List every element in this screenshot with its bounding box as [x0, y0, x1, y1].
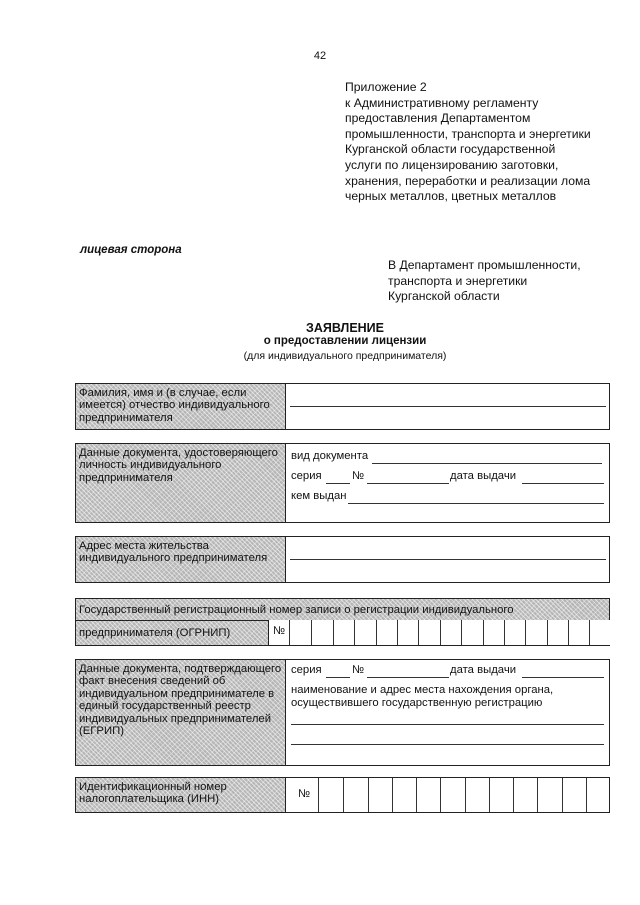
digit-cell[interactable] [489, 778, 513, 812]
digit-cell[interactable] [319, 778, 343, 812]
digit-cell[interactable] [562, 778, 586, 812]
inn-number-sign: № [298, 788, 311, 800]
number-field[interactable] [367, 483, 449, 484]
ogrnip-digit-cells[interactable] [289, 620, 611, 645]
appendix-line: к Административному регламенту [345, 95, 539, 110]
address-section [75, 536, 610, 583]
digit-cell[interactable] [333, 620, 354, 645]
ogrnip-label-bottom: предпринимателя (ОГРНИП) [79, 627, 231, 639]
digit-cell[interactable] [440, 620, 461, 645]
egrip-issue-date-label: дата выдачи [450, 664, 517, 676]
digit-cell[interactable] [354, 620, 375, 645]
digit-cell[interactable] [343, 778, 367, 812]
digit-cell[interactable] [465, 778, 489, 812]
digit-cell[interactable] [537, 778, 561, 812]
address-label: Адрес места жительства индивидуального предпринимателя [76, 537, 286, 582]
digit-cell[interactable] [397, 620, 418, 645]
digit-cell[interactable] [392, 778, 416, 812]
fio-label: Фамилия, имя и (в случае, если имеется) отчество индивидуального предпринимателя [76, 384, 286, 429]
appendix-line: услуги по лицензированию заготовки, [345, 157, 559, 172]
appendix-line: хранения, переработки и реализации лома [345, 173, 591, 188]
egrip-authority-label: наименование и адрес места нахождения органа, осуществившего государственную регистрацию [291, 684, 554, 709]
addressee-line: Курганской области [388, 289, 500, 304]
addressee-line: В Департамент промышленности, [388, 258, 581, 272]
page-number: 42 [313, 50, 327, 62]
inn-label: Идентификационный номер налогоплательщика (ИНН) [76, 778, 286, 812]
appendix-line: Курганской области государственной [345, 142, 556, 157]
id-doc-section [75, 443, 610, 523]
egrip-section [75, 659, 610, 766]
egrip-series-label: серия [291, 664, 322, 676]
digit-cell[interactable] [504, 620, 525, 645]
issue-date-field[interactable] [522, 483, 604, 484]
egrip-authority-field-1[interactable] [291, 724, 604, 725]
document-title: ЗАЯВЛЕНИЕ [305, 321, 384, 335]
digit-cell[interactable] [586, 778, 610, 812]
ogrnip-number-sign: № [273, 625, 286, 637]
issue-date-label: дата выдачи [450, 470, 517, 482]
document-note: (для индивидуального предпринимателя) [243, 350, 447, 362]
digit-cell[interactable] [376, 620, 397, 645]
egrip-number-label: № [352, 664, 365, 676]
digit-cell[interactable] [461, 620, 482, 645]
digit-cell[interactable] [311, 620, 332, 645]
egrip-label: Данные документа, подтверждающего факт внесения сведений об индивидуальном предпринимателе в единый государственный реестр индивидуальных предпринимателей (ЕГРИП) [76, 660, 286, 765]
fio-input-line-1[interactable] [290, 406, 606, 407]
appendix-line: предоставления Департаментом [345, 111, 531, 126]
series-field[interactable] [326, 483, 350, 484]
digit-cell[interactable] [513, 778, 537, 812]
digit-cell[interactable] [589, 620, 610, 645]
digit-cell[interactable] [416, 778, 440, 812]
issued-by-label: кем выдан [291, 490, 347, 502]
number-label: № [352, 470, 365, 482]
egrip-series-field[interactable] [326, 677, 350, 678]
addressee-line: транспорта и энергетики [388, 273, 528, 288]
digit-cell[interactable] [418, 620, 439, 645]
digit-cell[interactable] [547, 620, 568, 645]
series-label: серия [291, 470, 322, 482]
appendix-line: промышленности, транспорта и энергетики [345, 126, 591, 141]
digit-cell[interactable] [368, 778, 392, 812]
egrip-number-field[interactable] [367, 677, 449, 678]
doc-type-label: вид документа [291, 450, 369, 462]
appendix-block [345, 80, 625, 205]
address-input-line-1[interactable] [290, 559, 606, 560]
document-subtitle: о предоставлении лицензии [263, 335, 427, 347]
issued-by-field[interactable] [348, 503, 604, 504]
digit-cell[interactable] [290, 620, 311, 645]
digit-cell[interactable] [568, 620, 589, 645]
ogrnip-number-box [268, 620, 610, 645]
appendix-title: Приложение 2 [345, 80, 427, 94]
inn-section [75, 777, 610, 813]
inn-digit-cells[interactable] [318, 778, 610, 812]
addressee-block [388, 258, 628, 305]
ogrnip-label-top: Государственный регистрационный номер записи о регистрации индивидуального [79, 604, 514, 616]
digit-cell[interactable] [440, 778, 464, 812]
ogrnip-section [75, 598, 610, 646]
front-side-label: лицевая сторона [80, 244, 182, 256]
doc-type-field[interactable] [372, 463, 602, 464]
egrip-authority-field-2[interactable] [291, 744, 604, 745]
egrip-issue-date-field[interactable] [522, 677, 604, 678]
appendix-line: черных металлов, цветных металлов [345, 189, 557, 204]
digit-cell[interactable] [525, 620, 546, 645]
id-doc-label: Данные документа, удостоверяющего личность индивидуального предпринимателя [76, 444, 286, 522]
fio-section [75, 383, 610, 430]
digit-cell[interactable] [483, 620, 504, 645]
